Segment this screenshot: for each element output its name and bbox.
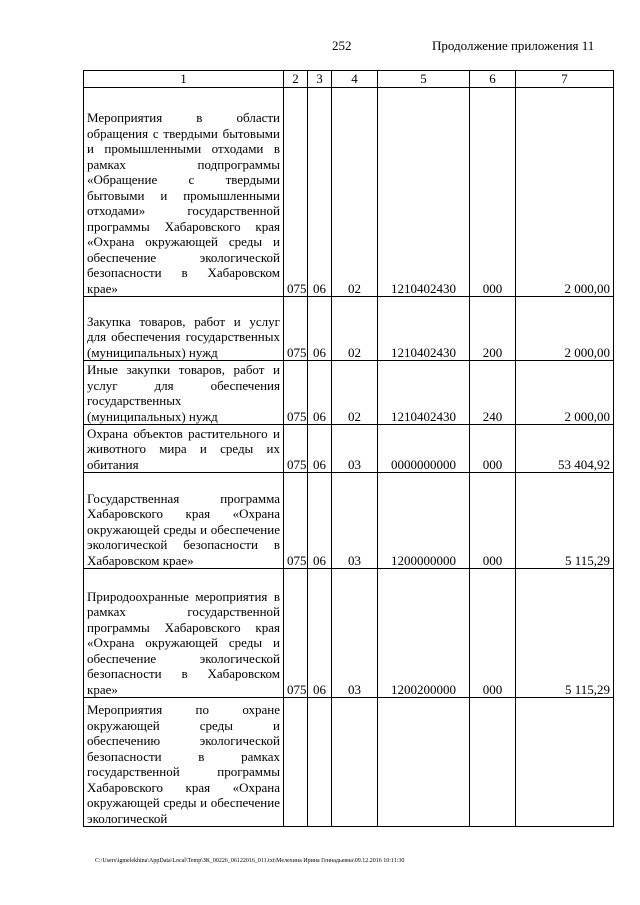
budget-table	[83, 70, 614, 827]
cell-section: 06	[308, 88, 332, 297]
cell-section: 06	[308, 473, 332, 569]
cell-expense-type: 200	[470, 297, 516, 361]
cell-subsection: 03	[332, 569, 378, 698]
cell-target: 1210402430	[378, 297, 470, 361]
cell-ministry	[284, 698, 308, 827]
file-path-footer: C:\Users\igmelekhina\AppData\Local\Temp\ЗК_00226_06122016_011.txt\Мелехина Ирина Геннадьевна\09.12.2016 10:11:30	[95, 858, 405, 864]
table-row	[84, 569, 614, 698]
cell-ministry: 075	[284, 425, 308, 473]
cell-ministry: 075	[284, 569, 308, 698]
cell-section	[308, 698, 332, 827]
cell-section: 06	[308, 425, 332, 473]
cell-amount: 2 000,00	[516, 88, 614, 297]
cell-amount: 2 000,00	[516, 361, 614, 425]
table-row	[84, 473, 614, 569]
cell-section: 06	[308, 569, 332, 698]
column-header: 2	[284, 71, 308, 88]
cell-target: 0000000000	[378, 425, 470, 473]
column-header: 4	[332, 71, 378, 88]
cell-amount	[516, 698, 614, 827]
row-name: Охрана объектов растительного и животного мира и среды их обитания	[84, 425, 284, 473]
cell-subsection	[332, 698, 378, 827]
cell-subsection: 03	[332, 473, 378, 569]
cell-subsection: 02	[332, 88, 378, 297]
cell-target	[378, 698, 470, 827]
cell-expense-type: 000	[470, 473, 516, 569]
table-row	[84, 297, 614, 361]
row-name: Природоохранные мероприятия в рамках государственной программы Хабаровского края «Охрана окружающей среды и обеспечение экологической безопасности в Хабаровском крае»	[84, 569, 284, 698]
cell-section: 06	[308, 361, 332, 425]
continuation-label: Продолжение приложения 11	[432, 38, 595, 53]
table-row	[84, 361, 614, 425]
cell-amount: 2 000,00	[516, 297, 614, 361]
cell-expense-type	[470, 698, 516, 827]
cell-amount: 53 404,92	[516, 425, 614, 473]
table-header-row	[84, 71, 614, 88]
cell-target: 1210402430	[378, 361, 470, 425]
row-name: Закупка товаров, работ и услуг для обеспечения государственных (муниципальных) нужд	[84, 297, 284, 361]
cell-subsection: 02	[332, 297, 378, 361]
column-header: 7	[516, 71, 614, 88]
cell-ministry: 075	[284, 473, 308, 569]
table-row	[84, 425, 614, 473]
row-name: Иные закупки товаров, работ и услуг для обеспечения государственных (муниципальных) нужд	[84, 361, 284, 425]
cell-target: 1210402430	[378, 88, 470, 297]
cell-ministry: 075	[284, 297, 308, 361]
cell-amount: 5 115,29	[516, 569, 614, 698]
cell-expense-type: 000	[470, 425, 516, 473]
cell-expense-type: 000	[470, 88, 516, 297]
cell-expense-type: 240	[470, 361, 516, 425]
cell-ministry: 075	[284, 88, 308, 297]
row-name: Мероприятия по охране окружающей среды и обеспечению экологической безопасности в рамках государственной программы Хабаровского края «Охрана окружающей среды и обеспечение экологической	[84, 698, 284, 827]
row-name: Мероприятия в области обращения с твердыми бытовыми и промышленными отходами в рамках подпрограммы «Обращение с твердыми бытовыми и промышленными отходами» государственной программы Хабаровского края «Охрана окружающей среды и обеспечение экологической безопасности в Хабаровском крае»	[84, 88, 284, 297]
cell-section: 06	[308, 297, 332, 361]
column-header: 1	[84, 71, 284, 88]
cell-subsection: 02	[332, 361, 378, 425]
cell-expense-type: 000	[470, 569, 516, 698]
table-row	[84, 698, 614, 827]
cell-ministry: 075	[284, 361, 308, 425]
cell-target: 1200000000	[378, 473, 470, 569]
column-header: 5	[378, 71, 470, 88]
cell-subsection: 03	[332, 425, 378, 473]
table-row	[84, 88, 614, 297]
column-header: 3	[308, 71, 332, 88]
row-name: Государственная программа Хабаровского края «Охрана окружающей среды и обеспечение экологической безопасности в Хабаровском крае»	[84, 473, 284, 569]
cell-amount: 5 115,29	[516, 473, 614, 569]
column-header: 6	[470, 71, 516, 88]
cell-target: 1200200000	[378, 569, 470, 698]
page-number: 252	[332, 38, 352, 53]
